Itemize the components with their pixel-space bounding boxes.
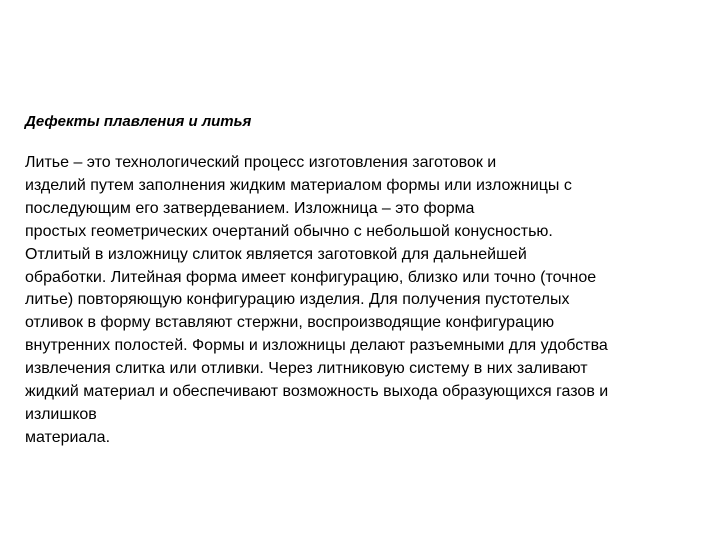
text-line: простых геометрических очертаний обычно с небольшой конусностью. bbox=[25, 222, 553, 240]
text-line: литье) повторяющую конфигурацию изделия. Для получения пустотелых bbox=[25, 291, 570, 309]
text-line: изделий путем заполнения жидким материалом формы или изложницы с bbox=[25, 176, 572, 194]
text-line: материала. bbox=[25, 428, 111, 446]
text-line: отливок в форму вставляют стержни, воспроизводящие конфигурацию bbox=[25, 314, 555, 332]
text-line: внутренних полостей. Формы и изложницы делают разъемными для удобства bbox=[25, 337, 608, 355]
text-line: Литье – это технологический процесс изготовления заготовок и bbox=[25, 154, 497, 171]
text-line: излишков bbox=[25, 405, 97, 423]
text-line: жидкий материал и обеспечивают возможность выхода образующихся газов и bbox=[25, 383, 609, 401]
slide-title: Дефекты плавления и литья bbox=[25, 113, 252, 130]
body-paragraph bbox=[25, 152, 705, 450]
text-line: Отлитый в изложницу слиток является заготовкой для дальнейшей bbox=[25, 245, 527, 263]
text-line: обработки. Литейная форма имеет конфигурацию, близко или точно (точное bbox=[25, 268, 597, 286]
text-line: извлечения слитка или отливки. Через литниковую систему в них заливают bbox=[25, 360, 588, 378]
text-line: последующим его затвердеванием. Изложница – это форма bbox=[25, 199, 475, 217]
